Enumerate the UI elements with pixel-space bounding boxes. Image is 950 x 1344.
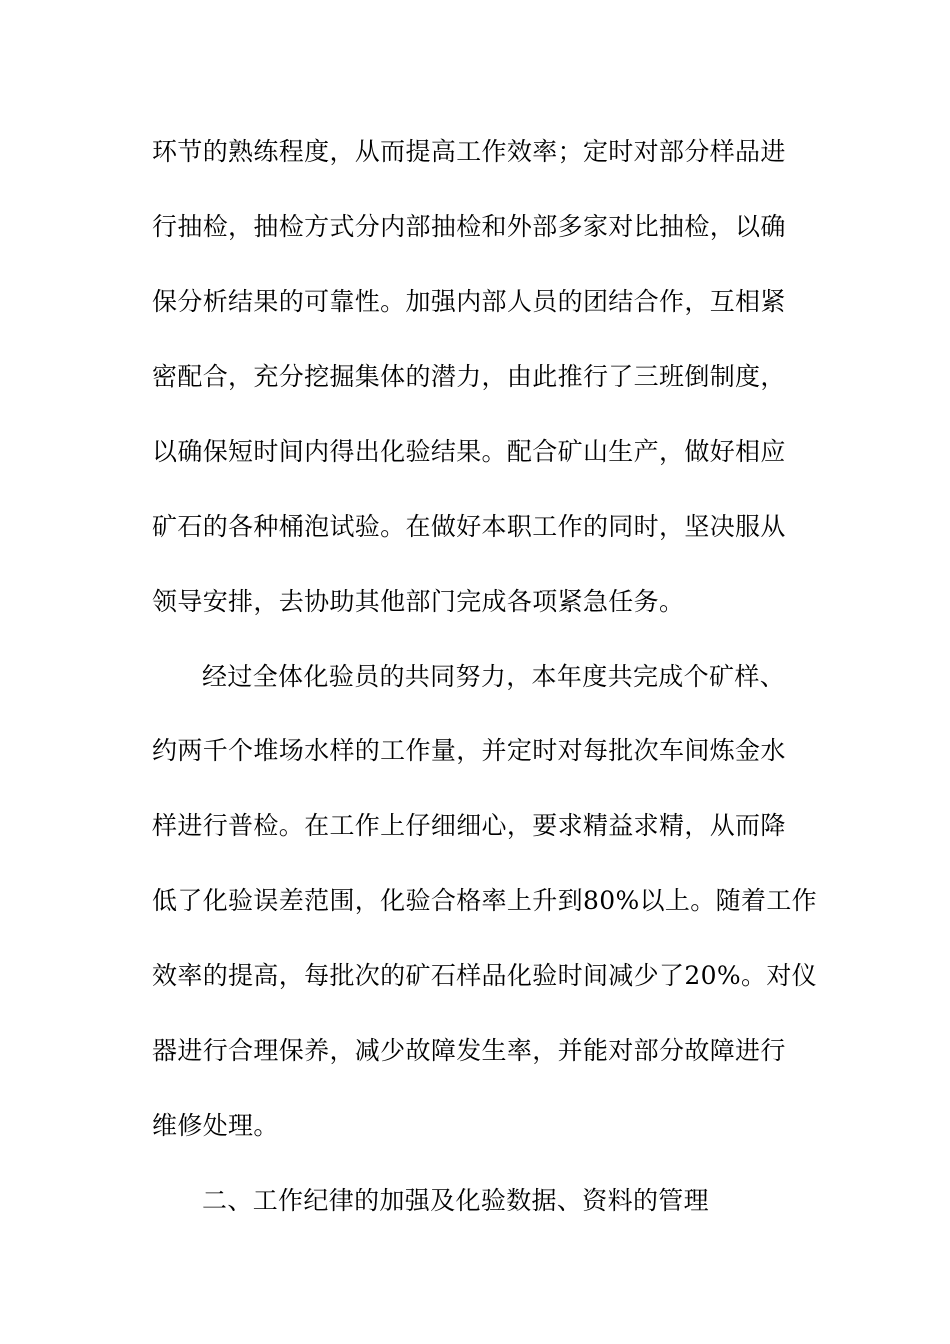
- paragraph-line: 样进行普检。在工作上仔细细心，要求精益求精，从而降: [152, 811, 786, 840]
- paragraph-line: 约两千个堆场水样的工作量，并定时对每批次车间炼金水: [152, 736, 786, 765]
- paragraph-line: 效率的提高，每批次的矿石样品化验时间减少了20%。对仪: [152, 961, 818, 990]
- paragraph-line: 矿石的各种桶泡试验。在做好本职工作的同时，坚决服从: [152, 512, 786, 541]
- paragraph-line: 低了化验误差范围，化验合格率上升到80%以上。随着工作: [152, 886, 818, 915]
- paragraph-line: 经过全体化验员的共同努力，本年度共完成个矿样、: [202, 662, 786, 691]
- section-heading: 二、工作纪律的加强及化验数据、资料的管理: [202, 1186, 710, 1215]
- paragraph-line: 维修处理。: [152, 1111, 279, 1140]
- paragraph-line: 行抽检，抽检方式分内部抽检和外部多家对比抽检，以确: [152, 212, 786, 241]
- paragraph-line: 保分析结果的可靠性。加强内部人员的团结合作，互相紧: [152, 287, 786, 316]
- paragraph-line: 密配合，充分挖掘集体的潜力，由此推行了三班倒制度，: [152, 362, 786, 391]
- paragraph-line: 领导安排，去协助其他部门完成各项紧急任务。: [152, 587, 685, 616]
- paragraph-line: 环节的熟练程度，从而提高工作效率；定时对部分样品进: [152, 137, 786, 166]
- paragraph-line: 以确保短时间内得出化验结果。配合矿山生产，做好相应: [152, 437, 786, 466]
- paragraph-line: 器进行合理保养，减少故障发生率，并能对部分故障进行: [152, 1036, 786, 1065]
